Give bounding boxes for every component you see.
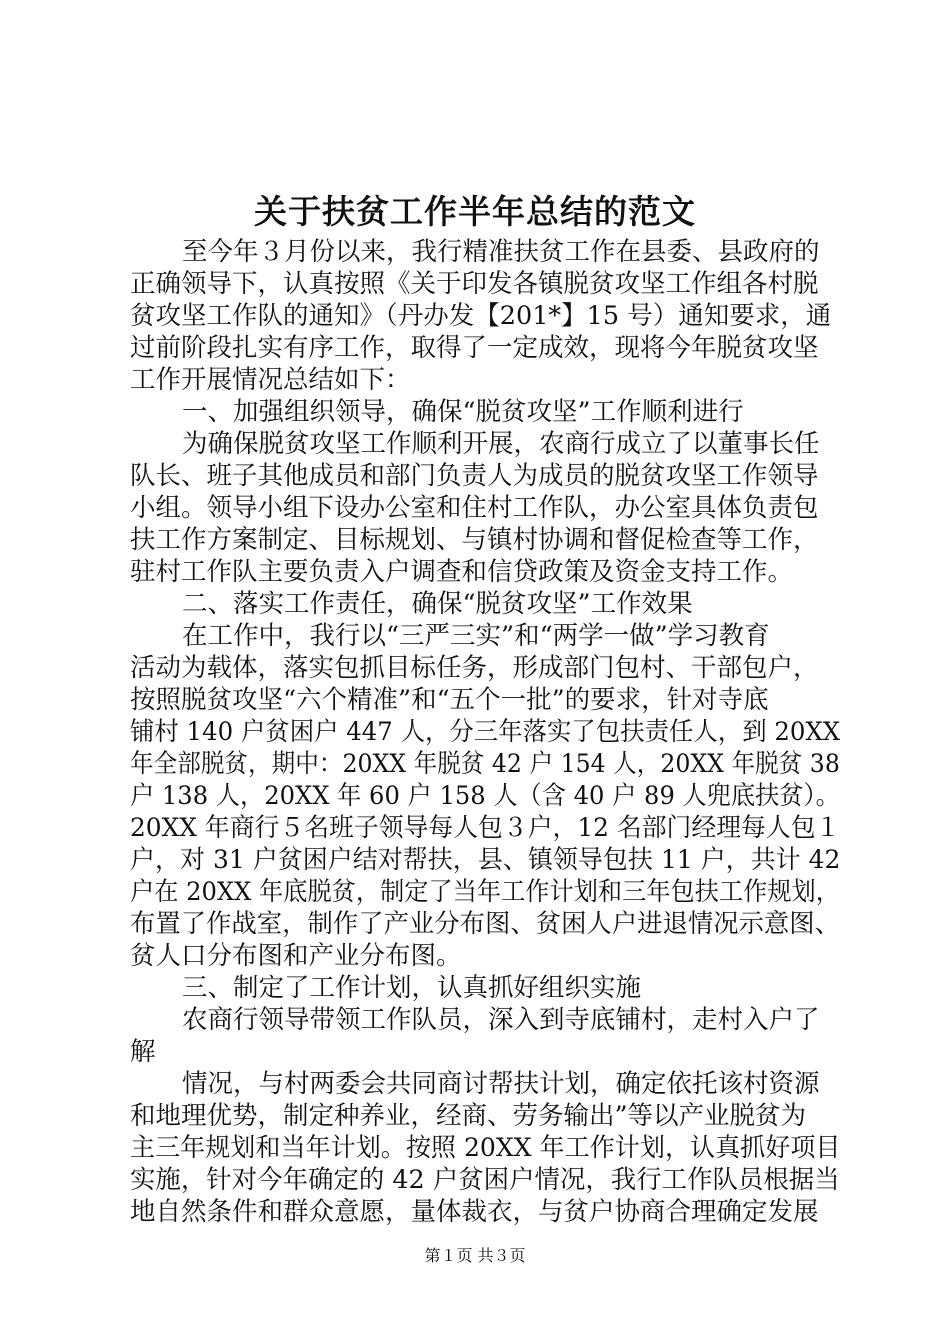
paragraph-line: 贫攻坚工作队的通知》（丹办发【201*】15 号）通知要求，通: [130, 301, 832, 331]
document-title: 关于扶贫工作半年总结的范文: [254, 192, 696, 231]
paragraph-line: 主三年规划和当年计划。按照 20XX 年工作计划，认真抓好项目: [130, 1133, 841, 1163]
paragraph-line: 户，对 31 户贫困户结对帮扶，县、镇领导包扶 11 户，共计 42: [130, 845, 841, 875]
paragraph-line: 情况，与村两委会共同商讨帮扶计划，确定依托该村资源: [182, 1069, 820, 1099]
paragraph-line: 驻村工作队主要负责入户调查和信贷政策及资金支持工作。: [130, 557, 794, 587]
paragraph-line: 过前阶段扎实有序工作，取得了一定成效，现将今年脱贫攻坚: [130, 333, 819, 363]
paragraph-line: 和地理优势，制定种养业，经商、劳务输出”等以产业脱贫为: [130, 1101, 807, 1131]
paragraph-line: 扶工作方案制定、目标规划、与镇村协调和督促检查等工作，: [130, 525, 819, 555]
paragraph-line: 户 138 人，20XX 年 60 户 158 人（含 40 户 89 人兜底扶贫）。: [130, 781, 840, 811]
paragraph-line: 贫人口分布图和产业分布图。: [130, 941, 462, 971]
section-heading: 二、落实工作责任，确保“脱贫攻坚”工作效果: [182, 589, 693, 619]
paragraph-line: 年全部脱贫，期中：20XX 年脱贫 42 户 154 人，20XX 年脱贫 38: [130, 749, 840, 779]
section-heading: 一、加强组织领导，确保“脱贫攻坚”工作顺利进行: [182, 397, 744, 427]
paragraph-line: 活动为载体，落实包抓目标任务，形成部门包村、干部包户，: [130, 653, 819, 683]
paragraph-line: 队长、班子其他成员和部门负责人为成员的脱贫攻坚工作领导: [130, 461, 819, 491]
paragraph-line: 按照脱贫攻坚“六个精准”和“五个一批”的要求，针对寺底: [130, 685, 769, 715]
paragraph-line: 工作开展情况总结如下：: [130, 365, 411, 395]
paragraph-line: 小组。领导小组下设办公室和住村工作队，办公室具体负责包: [130, 493, 819, 523]
paragraph-line: 户在 20XX 年底脱贫，制定了当年工作计划和三年包扶工作规划，: [130, 877, 840, 907]
paragraph-line: 实施，针对今年确定的 42 户贫困户情况，我行工作队员根据当: [130, 1165, 840, 1195]
paragraph-line: 解: [130, 1037, 156, 1067]
paragraph-line: 铺村 140 户贫困户 447 人，分三年落实了包扶责任人，到 20XX: [130, 717, 841, 747]
paragraph-line: 正确领导下，认真按照《关于印发各镇脱贫攻坚工作组各村脱: [130, 269, 819, 299]
paragraph-line: 为确保脱贫攻坚工作顺利开展，农商行成立了以董事长任: [182, 429, 820, 459]
paragraph-line: 布置了作战室，制作了产业分布图、贫困人户进退情况示意图、: [130, 909, 841, 939]
paragraph-line: 在工作中，我行以“三严三实”和“两学一做”学习教育: [182, 621, 770, 651]
paragraph-line: 农商行领导带领工作队员，深入到寺底铺村，走村入户了: [182, 1005, 820, 1035]
section-heading: 三、制定了工作计划，认真抓好组织实施: [182, 973, 642, 1003]
page-footer: 第１页 共３页: [424, 1246, 526, 1265]
paragraph-line: 至今年３月份以来，我行精准扶贫工作在县委、县政府的: [182, 237, 820, 267]
paragraph-line: 20XX 年商行５名班子领导每人包３户，12 名部门经理每人包１: [130, 813, 841, 843]
paragraph-line: 地自然条件和群众意愿，量体裁衣，与贫户协商合理确定发展: [130, 1197, 819, 1227]
